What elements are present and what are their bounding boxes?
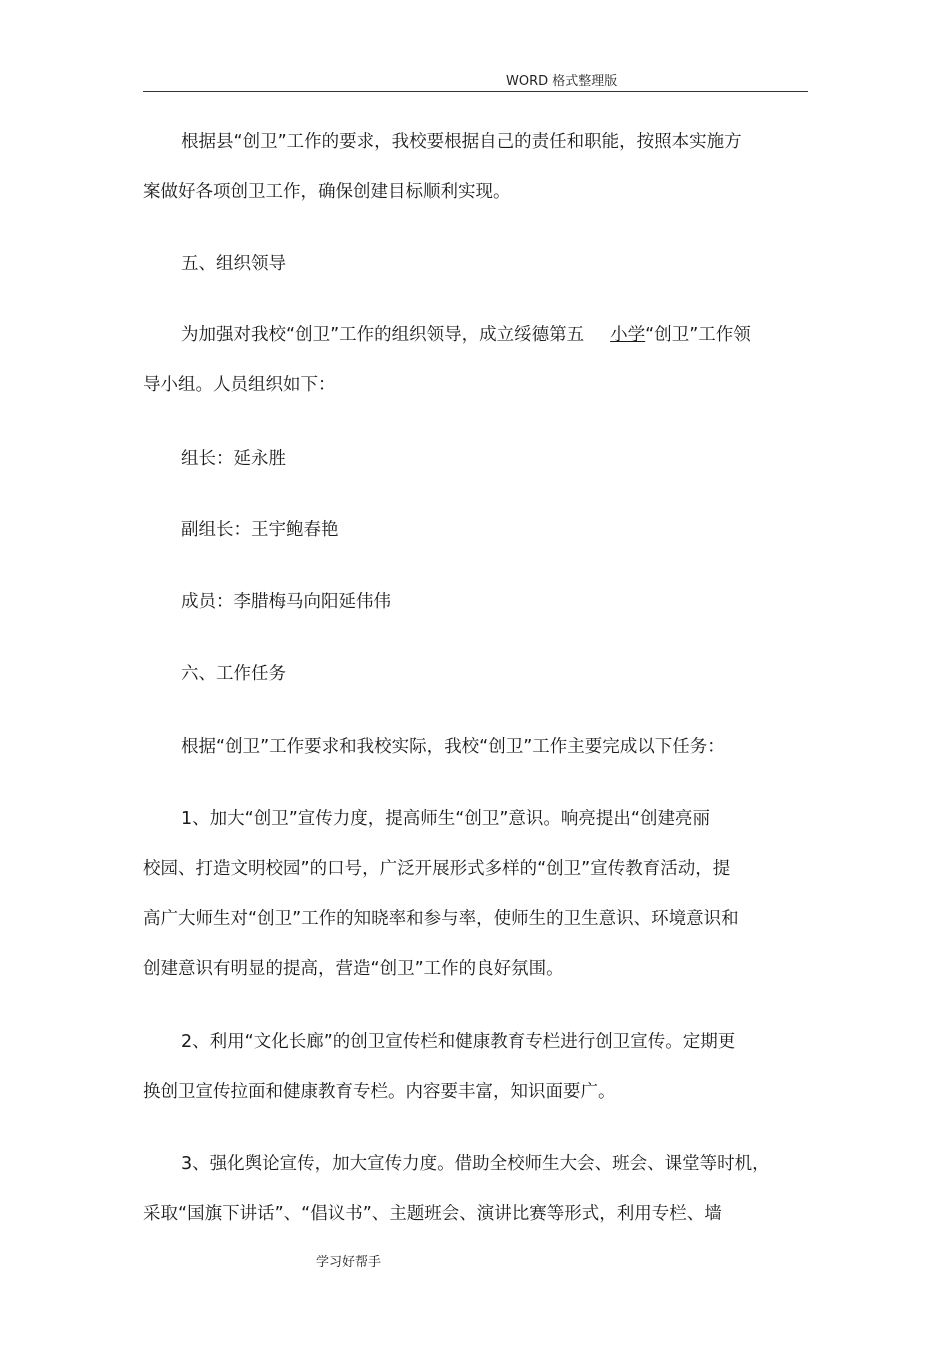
list-item-line: 换创卫宣传拉面和健康教育专栏。内容要丰富，知识面要广。 bbox=[143, 1082, 616, 1102]
text-segment: “创卫”工作领 bbox=[645, 325, 751, 345]
paragraph-line: 案做好各项创卫工作，确保创建目标顺利实现。 bbox=[143, 182, 511, 202]
list-item-line: 创建意识有明显的提高，营造“创卫”工作的良好氛围。 bbox=[143, 959, 564, 979]
text-segment: 为加强对我校“创卫”工作的组织领导，成立绥德第五 bbox=[181, 325, 585, 345]
list-item-line: 校园、打造文明校园”的口号，广泛开展形式多样的“创卫”宣传教育活动，提 bbox=[143, 859, 731, 879]
list-item-line: 1、加大“创卫”宣传力度，提高师生“创卫”意识。响亮提出“创建亮丽 bbox=[181, 809, 710, 829]
list-item-line: 采取“国旗下讲话”、“倡议书”、主题班会、演讲比赛等形式，利用专栏、墙 bbox=[143, 1204, 722, 1224]
section-heading: 五、组织领导 bbox=[181, 254, 286, 274]
list-item-line: 2、利用“文化长廊”的创卫宣传栏和健康教育专栏进行创卫宣传。定期更 bbox=[181, 1032, 736, 1052]
page-footer: 学习好帮手 bbox=[316, 1255, 382, 1270]
paragraph-line: 根据县“创卫”工作的要求，我校要根据自己的责任和职能，按照本实施方 bbox=[181, 132, 742, 152]
header-rule bbox=[143, 91, 808, 92]
leader-line: 组长：延永胜 bbox=[181, 449, 286, 469]
list-item-line: 3、强化舆论宣传，加大宣传力度。借助全校师生大会、班会、课堂等时机， bbox=[181, 1154, 770, 1174]
paragraph-line bbox=[181, 324, 751, 346]
section-heading: 六、工作任务 bbox=[181, 664, 286, 684]
header-text: WORD 格式整理版 bbox=[506, 74, 618, 89]
underlined-text: 小学 bbox=[610, 325, 646, 345]
paragraph-line: 导小组。人员组织如下： bbox=[143, 375, 336, 395]
list-item-line: 高广大师生对“创卫”工作的知晓率和参与率，使师生的卫生意识、环境意识和 bbox=[143, 909, 739, 929]
deputy-line: 副组长：王宇鲍春艳 bbox=[181, 520, 339, 540]
paragraph-line: 根据“创卫”工作要求和我校实际，我校“创卫”工作主要完成以下任务： bbox=[181, 737, 725, 757]
members-line: 成员：李腊梅马向阳延伟伟 bbox=[181, 592, 391, 612]
